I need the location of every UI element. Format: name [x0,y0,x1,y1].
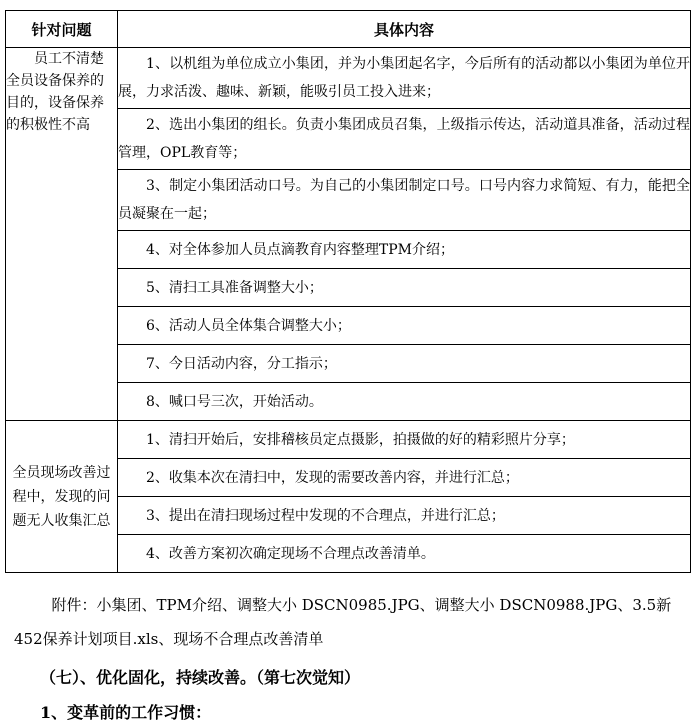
content-cell: 6、活动人员全体集合调整大小； [118,307,691,345]
content-cell: 4、改善方案初次确定现场不合理点改善清单。 [118,535,691,573]
content-cell: 7、今日活动内容，分工指示； [118,345,691,383]
problem-cell-2: 全员现场改善过程中，发现的问题无人收集汇总 [6,421,118,573]
section-heading-7: （七）、优化固化，持续改善。（第七次觉知） [40,668,361,687]
content-cell: 2、选出小集团的组长。负责小集团成员召集，上级指示传达，活动道具准备，活动过程管理，OPL教育等； [118,109,691,170]
content-cell: 3、制定小集团活动口号。为自己的小集团制定口号。口号内容力求简短、有力，能把全员凝聚在一起； [118,170,691,231]
content-cell: 1、清扫开始后，安排稽核员定点摄影，拍摄做的好的精彩照片分享； [118,421,691,459]
table-row [6,421,691,459]
content-cell: 3、提出在清扫现场过程中发现的不合理点，并进行汇总； [118,497,691,535]
plan-table [5,10,691,573]
content-cell: 8、喊口号三次，开始活动。 [118,383,691,421]
content-cell: 4、对全体参加人员点滴教育内容整理TPM介绍； [118,231,691,269]
content-cell: 2、收集本次在清扫中，发现的需要改善内容，并进行汇总； [118,459,691,497]
content-cell: 1、以机组为单位成立小集团，并为小集团起名字，今后所有的活动都以小集团为单位开展，力求活泼、趣味、新颖，能吸引员工投入进来； [118,48,691,109]
header-problem: 针对问题 [6,11,118,48]
table-header-row [6,11,691,48]
subsection-heading-1: 1、变革前的工作习惯： [40,703,212,722]
header-content: 具体内容 [118,11,691,48]
attachment-note: 附件：小集团、TPM介绍、调整大小 DSCN0985.JPG、调整大小 DSCN0988.JPG、3.5新452保养计划项目.xls、现场不合理点改善清单 [14,596,672,648]
problem-cell-1: 员工不清楚全员设备保养的目的，设备保养的积极性不高 [6,48,118,421]
content-cell: 5、清扫工具准备调整大小； [118,269,691,307]
table-row [6,48,691,109]
